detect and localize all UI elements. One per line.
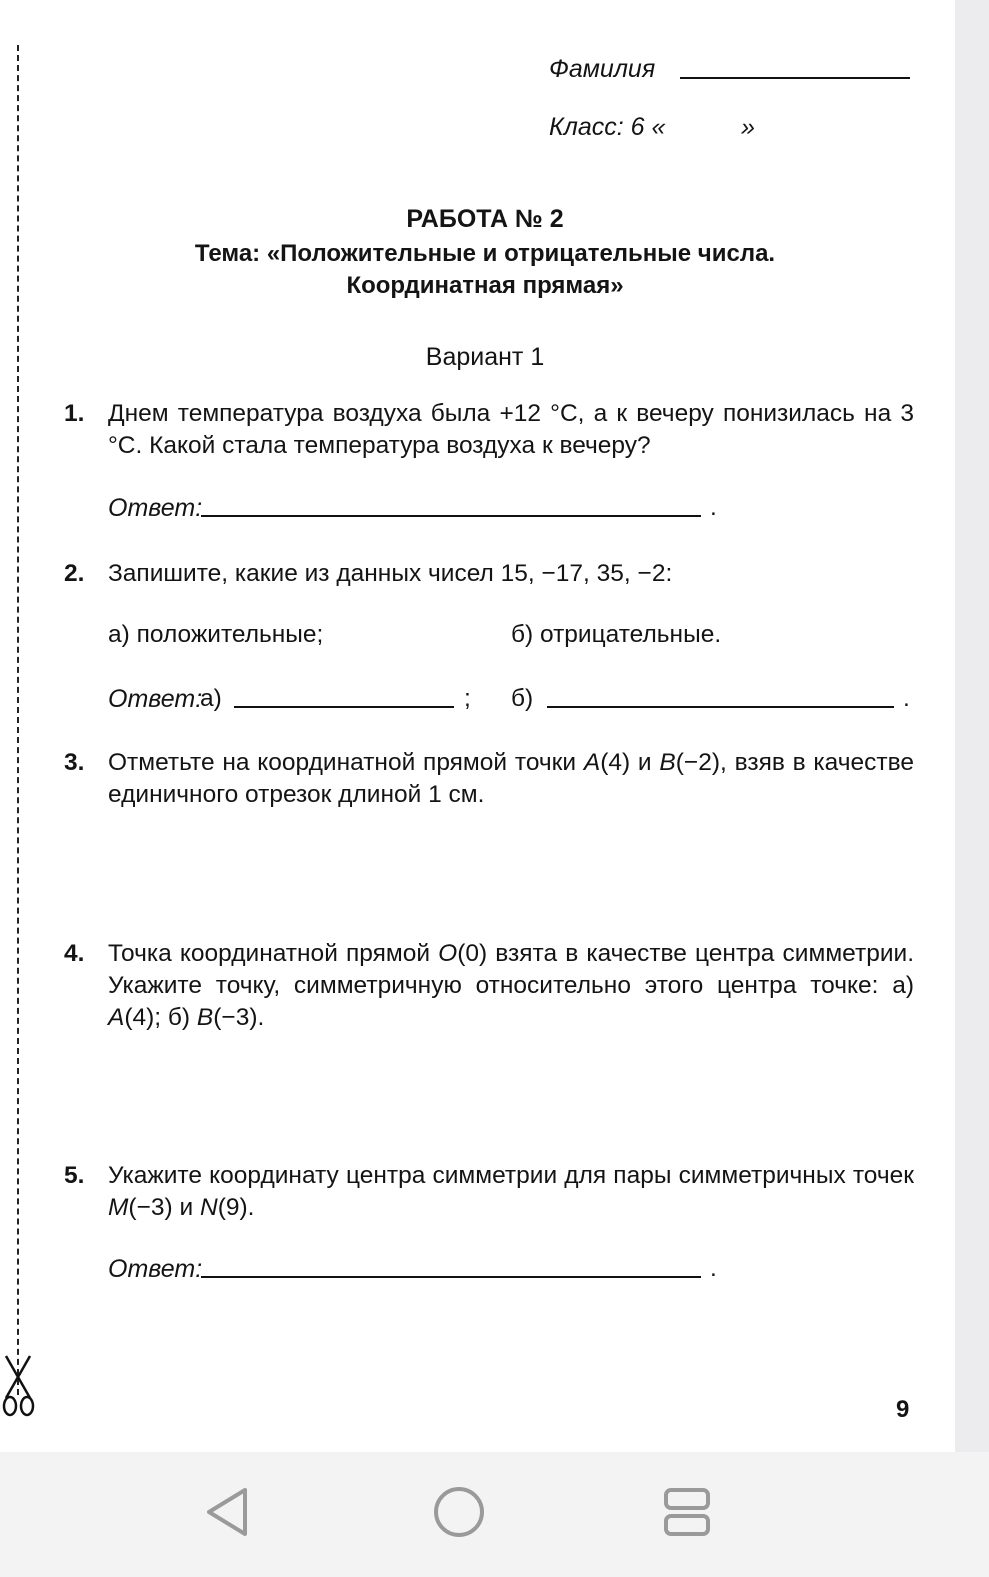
work-title: РАБОТА № 2 (406, 205, 564, 233)
option-b: б) отрицательные. (511, 621, 722, 648)
answer-label-1: Ответ: (108, 494, 203, 522)
question-2 (64, 558, 914, 590)
surname-label: Фамилия (549, 55, 656, 83)
question-text: Точка координатной прямой O(0) взята в качестве центра симметрии. Укажите точку, симметричную относительно этого центра точке: а) A(4); б) B(−3). (108, 940, 914, 1031)
answer-field-5[interactable] (201, 1276, 701, 1278)
question-number: 3. (64, 749, 85, 776)
class-label: Класс: 6 « (549, 113, 666, 141)
recents-icon[interactable] (652, 1482, 722, 1542)
home-icon[interactable] (424, 1482, 494, 1542)
question-number: 4. (64, 940, 85, 967)
back-icon[interactable] (195, 1482, 265, 1542)
answer-end-1: . (710, 494, 717, 521)
question-number: 1. (64, 400, 85, 427)
answer-field-1[interactable] (201, 515, 701, 517)
answer-label-2: Ответ: (108, 685, 203, 713)
scissors-icon (0, 1352, 40, 1422)
answer-end-5: . (710, 1255, 717, 1282)
answer-label-5: Ответ: (108, 1255, 203, 1283)
answer-end-2: . (903, 685, 910, 712)
surname-field[interactable] (680, 77, 910, 79)
question-text: Отметьте на координатной прямой точки A(4) и B(−2), взяв в качестве единичного отрезок длиной 1 см. (108, 749, 914, 808)
question-number: 2. (64, 560, 85, 587)
question-4 (64, 938, 914, 1034)
answer-field-2b[interactable] (547, 706, 894, 708)
variant-label: Вариант 1 (425, 343, 545, 371)
question-5 (64, 1160, 914, 1224)
answer-part-a: а) (200, 685, 222, 712)
topic-line-1: Тема: «Положительные и отрицательные числа. (194, 240, 776, 267)
question-text: Запишите, какие из данных чисел 15, −17, 35, −2: (108, 560, 673, 587)
page-number: 9 (896, 1396, 910, 1423)
answer-part-b: б) (511, 685, 534, 712)
class-close-quote: » (741, 113, 755, 141)
topic-line-2: Координатная прямая» (346, 272, 624, 299)
answer-separator: ; (464, 685, 471, 712)
question-number: 5. (64, 1162, 85, 1189)
question-3 (64, 747, 914, 811)
question-text: Днем температура воздуха была +12 °С, а к вечеру понизилась на 3 °С. Какой стала температура воздуха к вечеру? (108, 400, 914, 459)
question-text: Укажите координату центра симметрии для пары симметричных точек M(−3) и N(9). (108, 1162, 914, 1221)
option-a: а) положительные; (108, 621, 324, 648)
question-1 (64, 398, 914, 462)
answer-field-2a[interactable] (234, 706, 454, 708)
navigation-bar (0, 1452, 989, 1577)
